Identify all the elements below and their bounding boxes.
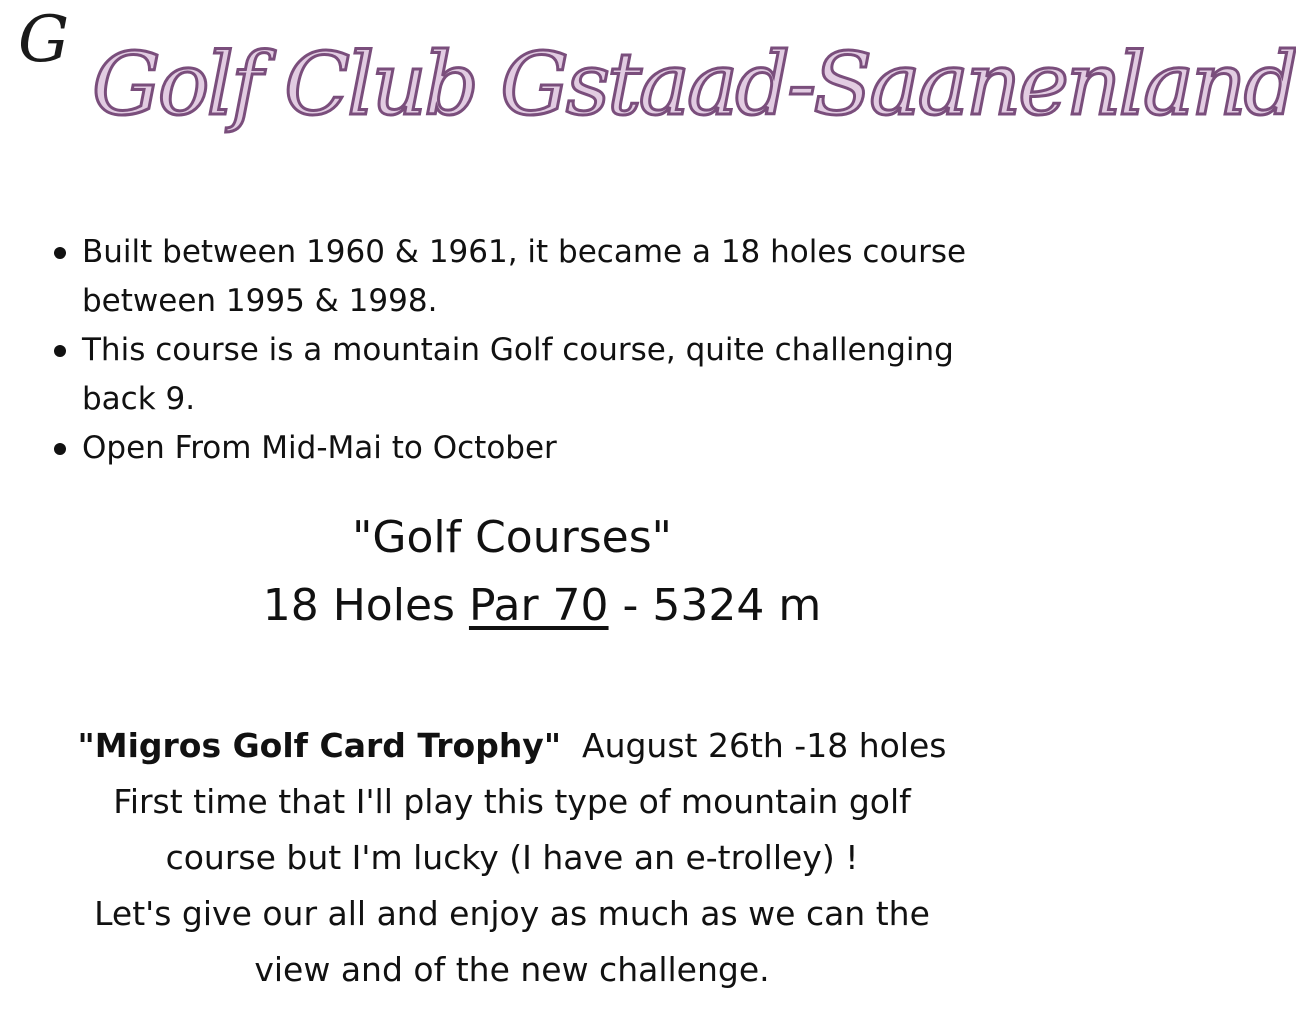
facts-list: [52, 228, 1017, 473]
event-line-4: Let's give our all and enjoy as much as we can the: [94, 894, 930, 933]
course-par-link[interactable]: Par 70: [468, 580, 609, 631]
club-logo-letter: G: [18, 3, 70, 77]
club-title: Golf Club Gstaad-Saanenland: [92, 35, 1296, 135]
course-stats: [0, 576, 1084, 636]
course-distance: - 5324 m: [622, 580, 822, 631]
fact-item-open-season: Open From Mid-Mai to October: [52, 424, 1017, 473]
event-line-2: First time that I'll play this type of mountain golf: [113, 782, 911, 821]
event-description: [20, 718, 1004, 998]
fact-item-mountain: This course is a mountain Golf course, quite challenging back 9.: [52, 326, 1017, 424]
fact-item-built: Built between 1960 & 1961, it became a 18 holes course between 1995 & 1998.: [52, 228, 1017, 326]
course-heading: "Golf Courses": [352, 512, 672, 563]
event-line-5: view and of the new challenge.: [254, 950, 770, 989]
event-line-3: course but I'm lucky (I have an e-trolley) !: [165, 838, 859, 877]
event-date: August 26th -18 holes: [582, 726, 947, 765]
course-holes: 18 Holes: [262, 580, 455, 631]
event-trophy-name: "Migros Golf Card Trophy": [77, 726, 562, 765]
event-line-1: [20, 718, 1004, 774]
